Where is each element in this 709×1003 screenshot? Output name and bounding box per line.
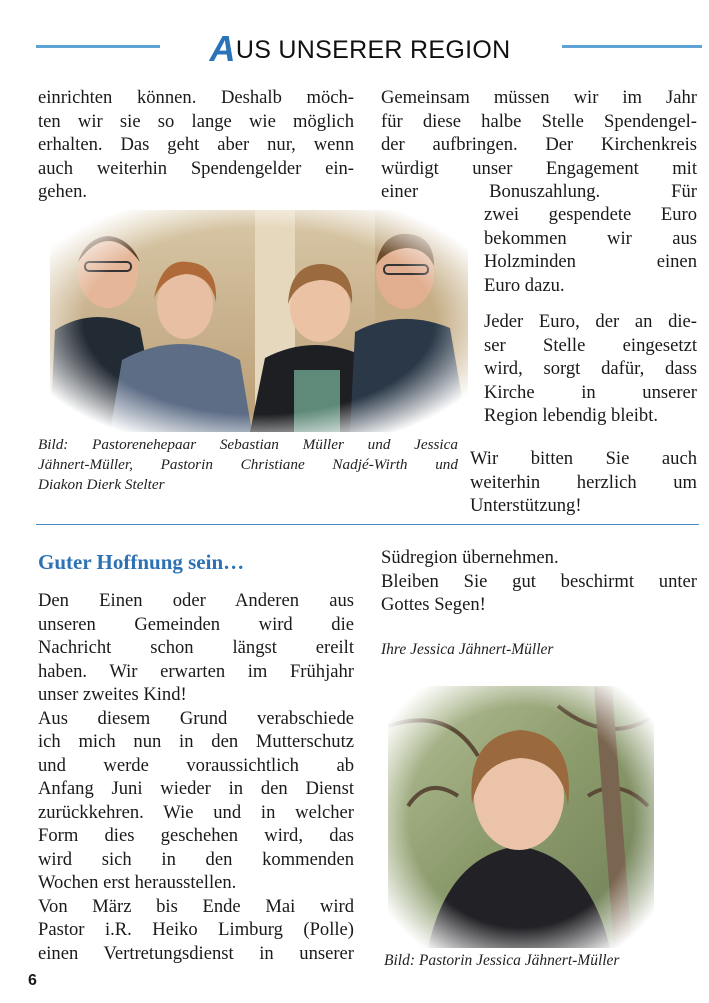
section-title: [160, 28, 560, 70]
text-line: Form dies geschehen wird, das: [38, 825, 354, 846]
text-line: Den Einen oder Anderen aus: [38, 590, 354, 611]
text-line: wird, sorgt dafür, dass: [484, 358, 697, 379]
text-line: Nachricht schon längst ereilt: [38, 637, 354, 658]
text-line: Unterstützung!: [470, 495, 582, 516]
text-line: ich mich nun in den Mutterschutz: [38, 731, 354, 752]
portrait-photo: [388, 686, 654, 948]
caption-line: Bild: Pastorenehepaar Sebastian Müller und Jessica: [38, 436, 458, 453]
top-right-paragraph-d: [470, 447, 697, 518]
text-line: Südregion übernehmen.: [381, 547, 559, 568]
text-line: Holzminden einen: [484, 251, 697, 272]
top-right-paragraph-b: [484, 203, 697, 297]
signature: Ihre Jessica Jähnert-Müller: [381, 641, 554, 658]
text-line: Gottes Segen!: [381, 594, 486, 615]
text-line: weiterhin herzlich um: [470, 471, 697, 493]
text-line: gehen.: [38, 181, 88, 202]
text-line: Anfang Juni wieder in den Dienst: [38, 778, 354, 799]
text-line: Wochen erst herausstellen.: [38, 872, 237, 893]
text-line: und werde voraussichtlich ab: [38, 754, 354, 776]
article-heading: Guter Hoffnung sein…: [38, 550, 245, 574]
top-right-paragraph-c: [484, 310, 697, 428]
text-line: unseren Gemeinden wird die: [38, 613, 354, 635]
text-line: Euro dazu.: [484, 274, 565, 296]
bottom-left-paragraph: [38, 589, 354, 965]
caption-line: Jähnert-Müller, Pastorin Christiane Nadjé-Wirth und: [38, 456, 458, 473]
text-line: ser Stelle eingesetzt: [484, 334, 697, 356]
caption-line: Diakon Dierk Stelter: [38, 476, 165, 493]
section-title-rest: US UNSERER REGION: [235, 36, 511, 64]
text-line: Pastor i.R. Heiko Limburg (Polle): [38, 919, 354, 940]
text-line: der aufbringen. Der Kirchenkreis: [381, 134, 697, 155]
text-line: ten wir sie so lange wie möglich: [38, 110, 354, 132]
text-line: würdigt unser Engagement mit: [381, 157, 697, 179]
text-line: zwei gespendete Euro: [484, 204, 697, 225]
text-line: für diese halbe Stelle Spendengel-: [381, 110, 697, 132]
section-divider: [36, 524, 699, 525]
text-line: Von März bis Ende Mai wird: [38, 895, 354, 917]
page-number: 6: [28, 972, 37, 989]
text-line: einer Bonuszahlung. Für: [381, 181, 697, 202]
text-line: Region lebendig bleibt.: [484, 405, 659, 426]
text-line: Gemeinsam müssen wir im Jahr: [381, 87, 697, 108]
text-line: Wir bitten Sie auch: [470, 448, 697, 469]
section-title-initial: A: [209, 28, 236, 69]
top-left-paragraph: [38, 86, 354, 204]
text-line: Bleiben Sie gut beschirmt unter: [381, 570, 697, 592]
text-line: Kirche in unserer: [484, 381, 697, 403]
text-line: auch weiterhin Spendengelder ein-: [38, 157, 354, 179]
group-photo: [50, 210, 468, 432]
group-photo-caption: [38, 435, 458, 495]
header-rule-right: [562, 45, 702, 48]
text-line: erhalten. Das geht aber nur, wenn: [38, 134, 354, 155]
header-rule-left: [36, 45, 160, 48]
text-line: bekommen wir aus: [484, 227, 697, 249]
portrait-caption: Bild: Pastorin Jessica Jähnert-Müller: [384, 952, 620, 969]
text-line: einrichten können. Deshalb möch-: [38, 87, 354, 108]
text-line: Aus diesem Grund verabschiede: [38, 707, 354, 729]
text-line: zurückkehren. Wie und in welcher: [38, 801, 354, 823]
text-line: wird sich in den kommenden: [38, 848, 354, 870]
text-line: unser zweites Kind!: [38, 684, 187, 705]
text-line: einen Vertretungsdienst in unserer: [38, 942, 354, 964]
text-line: haben. Wir erwarten im Frühjahr: [38, 660, 354, 682]
bottom-right-paragraph: [381, 546, 697, 617]
top-right-paragraph-a: [381, 86, 697, 204]
text-line: Jeder Euro, der an die-: [484, 311, 697, 332]
